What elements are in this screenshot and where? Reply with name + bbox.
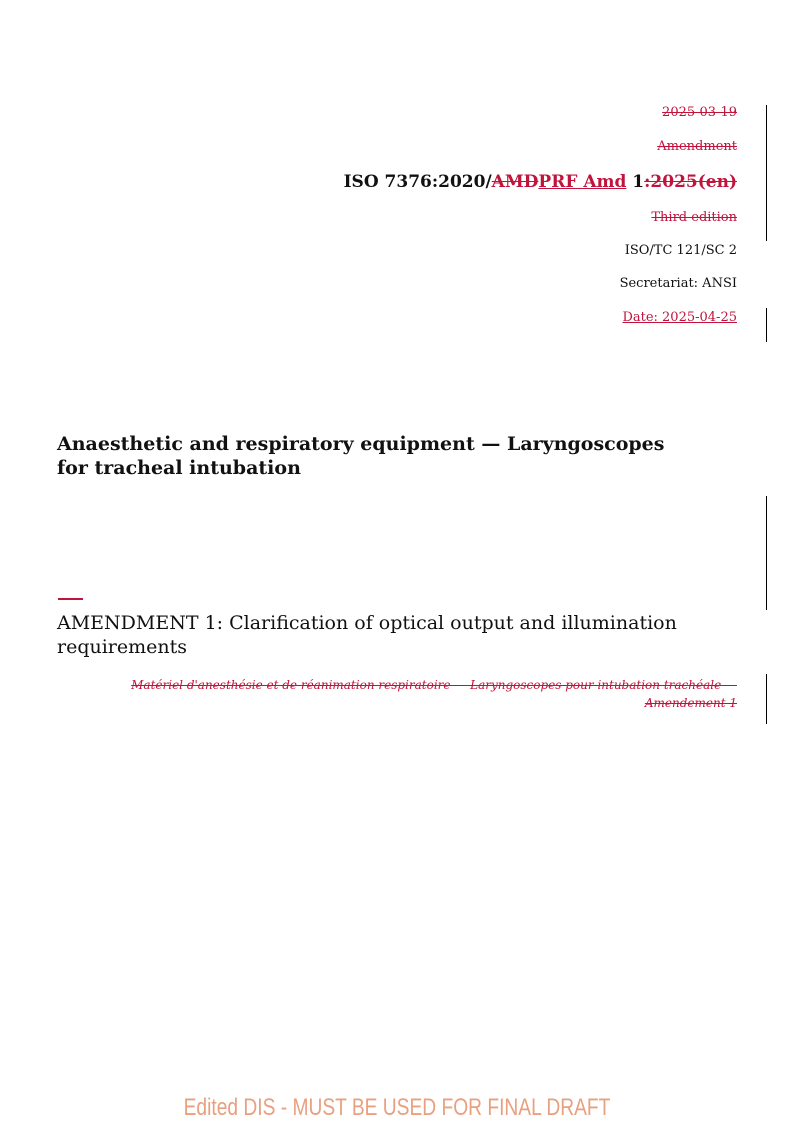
change-bar [766, 308, 767, 342]
secretariat: Secretariat: ANSI [619, 276, 737, 291]
code-base: ISO 7376:2020/ [343, 172, 492, 192]
change-bar [766, 105, 767, 241]
deleted-date: 2025-03-19 [662, 105, 737, 120]
document-title: Anaesthetic and respiratory equipment — Laryngoscopes for tracheal intubation [57, 433, 665, 479]
amendment-title: AMENDMENT 1: Clarification of optical output and illumination requirements [57, 612, 677, 658]
code-inserted-prefix: PRF Amd [538, 172, 627, 192]
deleted-edition: Third edition [651, 210, 737, 225]
french-title-deleted: Matériel d'anesthésie et de réanimation respiratoire — Laryngoscopes pour intubation trachéale — Amendement 1 [131, 678, 737, 710]
inserted-dash-mark [58, 598, 83, 600]
inserted-date: Date: 2025-04-25 [622, 310, 737, 325]
draft-watermark-footer: Edited DIS - MUST BE USED FOR FINAL DRAFT [183, 1094, 611, 1121]
deleted-document-type: Amendment [657, 139, 737, 154]
code-deleted-suffix: :2025(en) [644, 172, 737, 192]
code-number: 1 [626, 172, 645, 192]
committee: ISO/TC 121/SC 2 [624, 243, 737, 258]
document-code [344, 172, 737, 192]
change-bar [766, 674, 767, 724]
change-bar [766, 496, 767, 610]
code-deleted-prefix: AMD [491, 172, 539, 192]
